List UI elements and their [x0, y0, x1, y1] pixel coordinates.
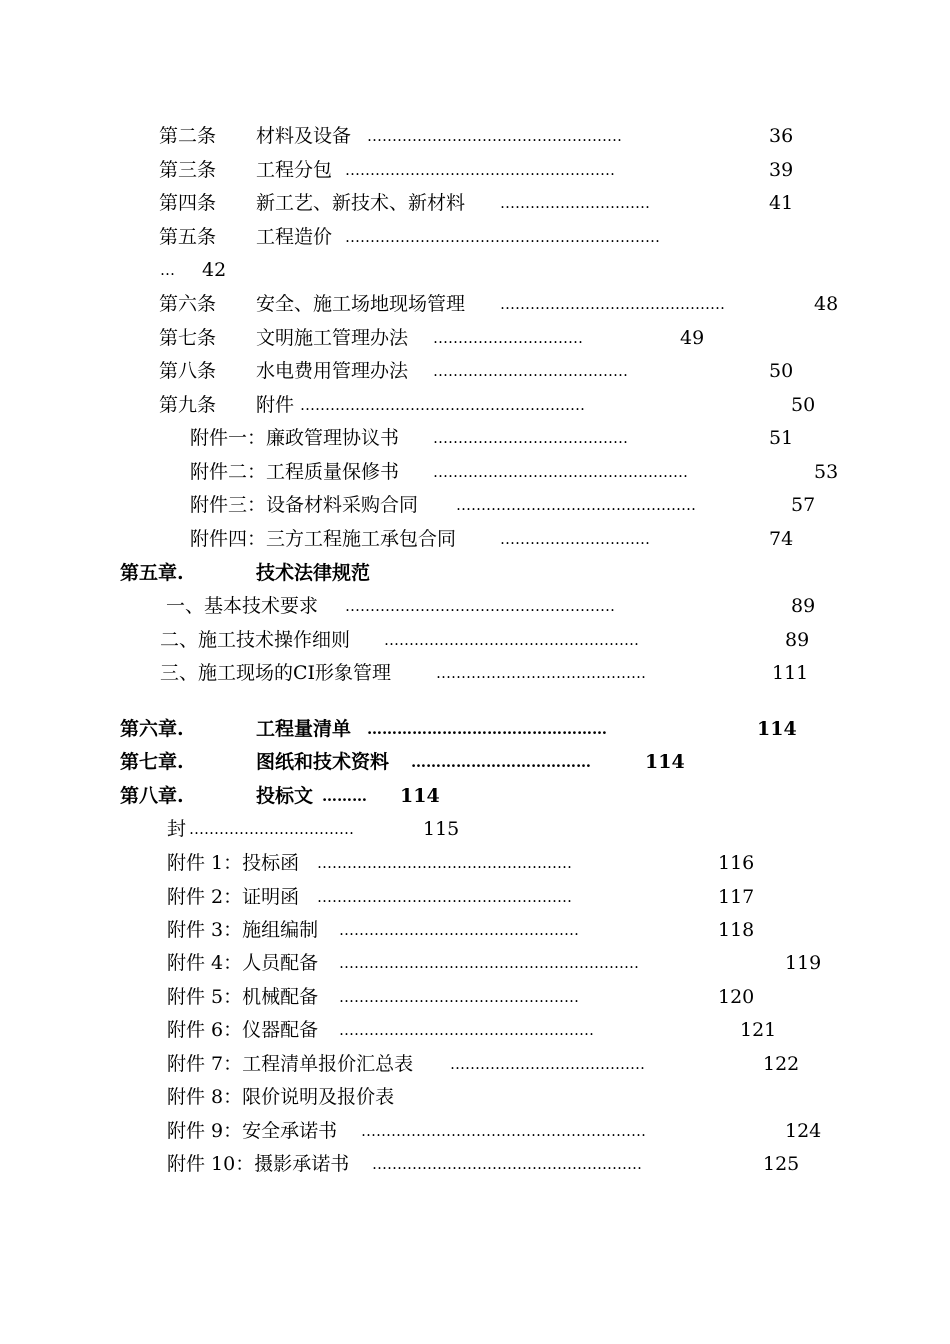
toc-page-number: 118	[718, 919, 755, 941]
toc-dot-leader: ………………………………	[411, 753, 591, 771]
toc-item-title: 安全、施工场地现场管理	[256, 293, 466, 315]
toc-page-number: 114	[757, 718, 797, 740]
toc-section-title: 二、施工技术操作细则	[160, 629, 351, 651]
toc-section-title: 附件 10：摄影承诺书	[167, 1153, 350, 1175]
toc-page-number: 50	[769, 360, 794, 382]
toc-page-number: 120	[718, 986, 755, 1008]
toc-section-title: 附件 9：安全承诺书	[167, 1120, 338, 1142]
toc-dot-leader: …………………………………………	[339, 921, 579, 939]
toc-page-number: 117	[718, 886, 755, 908]
toc-dot-leader: …………………………………………………	[300, 396, 585, 414]
toc-dot-leader: …………………………………………	[367, 720, 607, 738]
toc-section-title: 附件 3：施组编制	[167, 919, 319, 941]
toc-page-number: 89	[791, 595, 816, 617]
toc-page-number: 125	[763, 1153, 800, 1175]
toc-dot-leader: ………………………………………………………	[345, 228, 660, 246]
toc-page-number: 50	[791, 394, 816, 416]
toc-section-title: 附件 6：仪器配备	[167, 1019, 319, 1041]
toc-page-number: 122	[763, 1053, 800, 1075]
toc-section-title: 附件 2：证明函	[167, 886, 300, 908]
toc-page-number: 39	[769, 159, 794, 181]
toc-item-number: 第九条	[159, 394, 217, 416]
toc-page-number: 111	[772, 662, 809, 684]
toc-page-number: 115	[423, 818, 460, 840]
toc-item-number: 第七条	[159, 327, 217, 349]
toc-dot-leader: ……………………………………	[436, 664, 646, 682]
toc-page-number: 121	[740, 1019, 777, 1041]
toc-dot-leader: …………………………………………	[456, 496, 696, 514]
toc-page-number: 119	[785, 952, 822, 974]
toc-dot-leader: …………………………………	[433, 362, 628, 380]
toc-dot-leader: ……………………………………………	[317, 854, 572, 872]
toc-dot-leader: ………………………………………………	[372, 1155, 642, 1173]
toc-page-number: 53	[814, 461, 839, 483]
toc-item-title: 工程造价	[256, 226, 333, 248]
toc-dot-leader: ……………………………………………	[433, 463, 688, 481]
toc-page-number: 51	[769, 427, 794, 449]
toc-item-title: 材料及设备	[256, 125, 352, 147]
chapter-title: 图纸和技术资料	[256, 751, 390, 773]
chapter-title: 技术法律规范	[256, 562, 371, 584]
toc-section-title: 附件 8：限价说明及报价表	[167, 1086, 395, 1108]
toc-dot-leader: ………………………………………………	[345, 597, 615, 615]
toc-dot-leader: ………………………………………………	[345, 161, 615, 179]
toc-annex-title: 附件一：廉政管理协议书	[190, 427, 400, 449]
toc-section-title: 封	[167, 818, 187, 840]
toc-annex-title: 附件三：设备材料采购合同	[190, 494, 419, 516]
toc-dot-leader: ………………………………………	[500, 295, 725, 313]
toc-section-title: 三、施工现场的CI形象管理	[160, 662, 392, 684]
toc-dot-leader: …………………………………………	[339, 988, 579, 1006]
toc-page-number: 74	[769, 528, 794, 550]
toc-page-number: 124	[785, 1120, 822, 1142]
toc-dot-leader: …………………………………	[433, 429, 628, 447]
toc-page-number: 57	[791, 494, 816, 516]
toc-dot-leader: ……………………………………………	[339, 1021, 594, 1039]
chapter-title: 投标文	[256, 785, 314, 807]
toc-dot-leader: ……………………………	[189, 820, 354, 838]
toc-dot-leader-continued: …	[160, 261, 175, 279]
toc-item-number: 第八条	[159, 360, 217, 382]
toc-page-number: 116	[718, 852, 755, 874]
toc-dot-leader: ……………………………………………………	[339, 954, 639, 972]
toc-dot-leader: …………………………	[433, 329, 583, 347]
toc-section-title: 附件 4：人员配备	[167, 952, 319, 974]
chapter-number: 第七章.	[120, 751, 184, 773]
toc-dot-leader: …………………………………	[450, 1055, 645, 1073]
toc-item-number: 第二条	[159, 125, 217, 147]
chapter-number: 第五章.	[120, 562, 184, 584]
toc-item-title: 文明施工管理办法	[256, 327, 409, 349]
toc-page-number: 114	[400, 785, 440, 807]
toc-annex-title: 附件四：三方工程施工承包合同	[190, 528, 457, 550]
toc-dot-leader: …………………………	[500, 530, 650, 548]
toc-page-number: 48	[814, 293, 839, 315]
toc-page-number: 114	[645, 751, 685, 773]
toc-section-title: 附件 7：工程清单报价汇总表	[167, 1053, 414, 1075]
chapter-title: 工程量清单	[256, 718, 352, 740]
toc-dot-leader: …………………………	[500, 194, 650, 212]
toc-annex-title: 附件二：工程质量保修书	[190, 461, 400, 483]
toc-page-number: 41	[769, 192, 794, 214]
chapter-number: 第六章.	[120, 718, 184, 740]
toc-dot-leader: ………	[322, 787, 367, 805]
toc-item-title: 工程分包	[256, 159, 333, 181]
toc-dot-leader: ……………………………………………	[317, 888, 572, 906]
toc-item-number: 第六条	[159, 293, 217, 315]
toc-page-number: 89	[785, 629, 810, 651]
toc-dot-leader: ……………………………………………	[384, 631, 639, 649]
toc-item-number: 第四条	[159, 192, 217, 214]
toc-page-number: 49	[680, 327, 705, 349]
toc-section-title: 附件 5：机械配备	[167, 986, 319, 1008]
toc-dot-leader: …………………………………………………	[361, 1122, 646, 1140]
toc-item-title: 水电费用管理办法	[256, 360, 409, 382]
toc-dot-leader: ……………………………………………	[367, 127, 622, 145]
toc-item-title: 附件	[256, 394, 295, 416]
toc-page-number: 42	[202, 259, 227, 281]
toc-item-title: 新工艺、新技术、新材料	[256, 192, 466, 214]
toc-section-title: 一、基本技术要求	[166, 595, 319, 617]
chapter-number: 第八章.	[120, 785, 184, 807]
toc-page-number: 36	[769, 125, 794, 147]
toc-item-number: 第三条	[159, 159, 217, 181]
toc-item-number: 第五条	[159, 226, 217, 248]
toc-section-title: 附件 1：投标函	[167, 852, 300, 874]
